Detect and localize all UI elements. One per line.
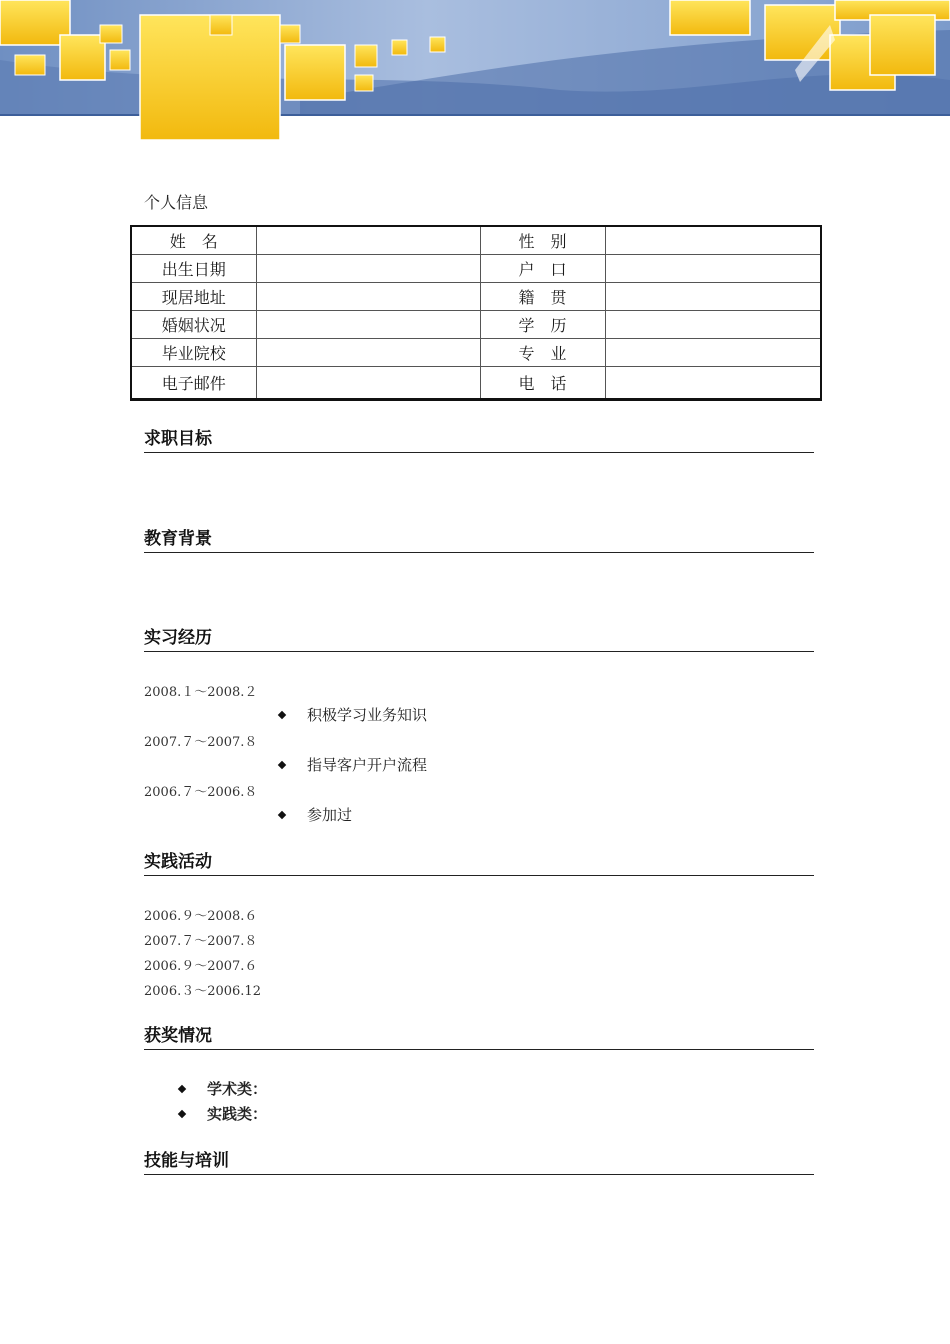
list-item bbox=[279, 754, 427, 775]
education-heading: 教育背景 bbox=[144, 528, 814, 553]
awards-heading: 获奖情况 bbox=[144, 1025, 814, 1050]
hukou-value bbox=[605, 255, 821, 283]
marital-status-value bbox=[256, 311, 480, 339]
internship-date: 2008.１～2008.２ bbox=[144, 685, 258, 700]
internship-bullet: 积极学习业务知识 bbox=[307, 706, 428, 724]
address-label: 现居地址 bbox=[131, 283, 256, 311]
internship-bullet: 指导客户开户流程 bbox=[307, 756, 428, 774]
personal-info-table bbox=[130, 225, 822, 401]
email-value bbox=[256, 367, 480, 400]
objective-heading: 求职目标 bbox=[144, 428, 814, 453]
table-row bbox=[131, 311, 821, 339]
major-value bbox=[605, 339, 821, 367]
practice-date: 2006.９～2007.６ bbox=[144, 959, 258, 974]
phone-value bbox=[605, 367, 821, 400]
degree-label: 学 历 bbox=[480, 311, 605, 339]
table-row bbox=[131, 367, 821, 400]
practice-heading: 实践活动 bbox=[144, 851, 814, 876]
major-label: 专 业 bbox=[480, 339, 605, 367]
gender-label: 性 别 bbox=[480, 226, 605, 255]
award-category: 学术类： bbox=[207, 1080, 268, 1098]
birthdate-value bbox=[256, 255, 480, 283]
diamond-bullet-icon bbox=[178, 1109, 186, 1117]
internship-bullet: 参加过 bbox=[307, 806, 353, 824]
address-value bbox=[256, 283, 480, 311]
list-item bbox=[179, 1078, 267, 1099]
diamond-bullet-icon bbox=[278, 810, 286, 818]
list-item bbox=[179, 1103, 267, 1124]
internship-heading: 实习经历 bbox=[144, 627, 814, 652]
gender-value bbox=[605, 226, 821, 255]
school-value bbox=[256, 339, 480, 367]
personal-info-caption: 个人信息 bbox=[144, 193, 209, 212]
list-item bbox=[279, 704, 427, 725]
practice-date: 2006.９～2008.６ bbox=[144, 909, 258, 924]
diamond-bullet-icon bbox=[278, 710, 286, 718]
hukou-label: 户 口 bbox=[480, 255, 605, 283]
diamond-bullet-icon bbox=[178, 1084, 186, 1092]
email-label: 电子邮件 bbox=[131, 367, 256, 400]
name-value bbox=[256, 226, 480, 255]
native-place-value bbox=[605, 283, 821, 311]
list-item bbox=[279, 804, 352, 825]
birthdate-label: 出生日期 bbox=[131, 255, 256, 283]
school-label: 毕业院校 bbox=[131, 339, 256, 367]
internship-date: 2006.７～2006.８ bbox=[144, 785, 258, 800]
native-place-label: 籍 贯 bbox=[480, 283, 605, 311]
skills-heading: 技能与培训 bbox=[144, 1150, 814, 1175]
practice-date: 2007.７～2007.８ bbox=[144, 934, 258, 949]
table-row bbox=[131, 283, 821, 311]
header-banner bbox=[0, 0, 950, 160]
award-category: 实践类： bbox=[207, 1105, 268, 1123]
table-row bbox=[131, 339, 821, 367]
diamond-bullet-icon bbox=[278, 760, 286, 768]
table-row bbox=[131, 226, 821, 255]
table-row bbox=[131, 255, 821, 283]
practice-date: 2006.３～2006.12 bbox=[144, 984, 261, 999]
degree-value bbox=[605, 311, 821, 339]
marital-status-label: 婚姻状况 bbox=[131, 311, 256, 339]
phone-label: 电 话 bbox=[480, 367, 605, 400]
name-label: 姓 名 bbox=[131, 226, 256, 255]
internship-date: 2007.７～2007.８ bbox=[144, 735, 258, 750]
